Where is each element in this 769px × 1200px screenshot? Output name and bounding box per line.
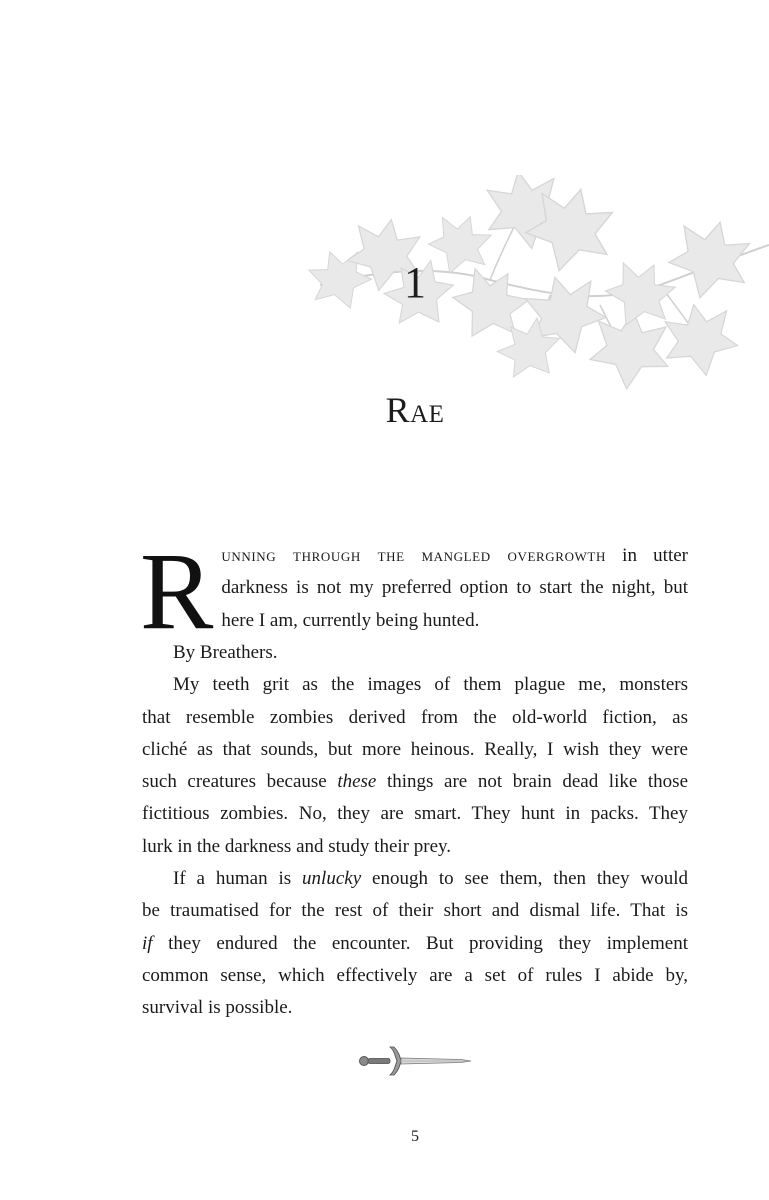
emphasis-if: if [142,932,153,954]
opening-line-2: darkness is not my preferred option to start the night, but [221,577,688,599]
text-run: If a human is [173,868,303,890]
paragraph-line: My teeth grit as the images of them plague me, monsters [173,674,688,696]
paragraph-teeth-grit [142,669,688,863]
paragraph-line: fictitious zombies. No, they are smart. They hunt in packs. They [142,803,688,825]
opening-line-1-rest: in utter [605,545,688,566]
chapter-title-initial: R [385,390,411,430]
drop-cap: R [140,530,214,652]
emphasis-unlucky: unlucky [302,868,362,890]
opening-line-1 [142,540,688,572]
text-run: things are not brain dead like those [376,771,689,793]
paragraph-unlucky-human [142,863,688,1024]
chapter-number: 1 [404,258,426,307]
paragraph-line: be traumatised for the rest of their short and dismal life. That is [142,900,688,922]
chapter-body [140,530,689,1025]
dagger-ornament [357,1043,473,1079]
opening-small-caps: unning through the mangled overgrowth [221,545,606,566]
paragraph-line [142,863,688,895]
paragraph-line: cliché as that sounds, but more heinous. Really, I wish they were [142,738,688,760]
chapter-title [0,388,769,437]
paragraph-line [142,928,688,960]
paragraph-line: common sense, which effectively are a set of rules I abide by, [142,964,688,986]
paragraph-by-breathers [142,637,688,669]
opening-line-3: here I am, currently being hunted. [221,609,480,631]
text-run: they endured the encounter. But providing they implement [152,932,688,954]
paragraph-line: lurk in the darkness and study their prey. [142,835,452,857]
text-run: enough to see them, then they would [361,868,688,890]
chapter-title-rest: AE [410,401,445,428]
text-run: such creatures because [142,771,338,793]
paragraph-line: that resemble zombies derived from the old-world fiction, as [142,706,688,728]
paragraph-line: By Breathers. [173,642,278,663]
paragraph-line [142,766,688,798]
page-number: 5 [411,1128,419,1145]
emphasis-these: these [337,771,377,793]
paragraph-line: survival is possible. [142,997,293,1019]
